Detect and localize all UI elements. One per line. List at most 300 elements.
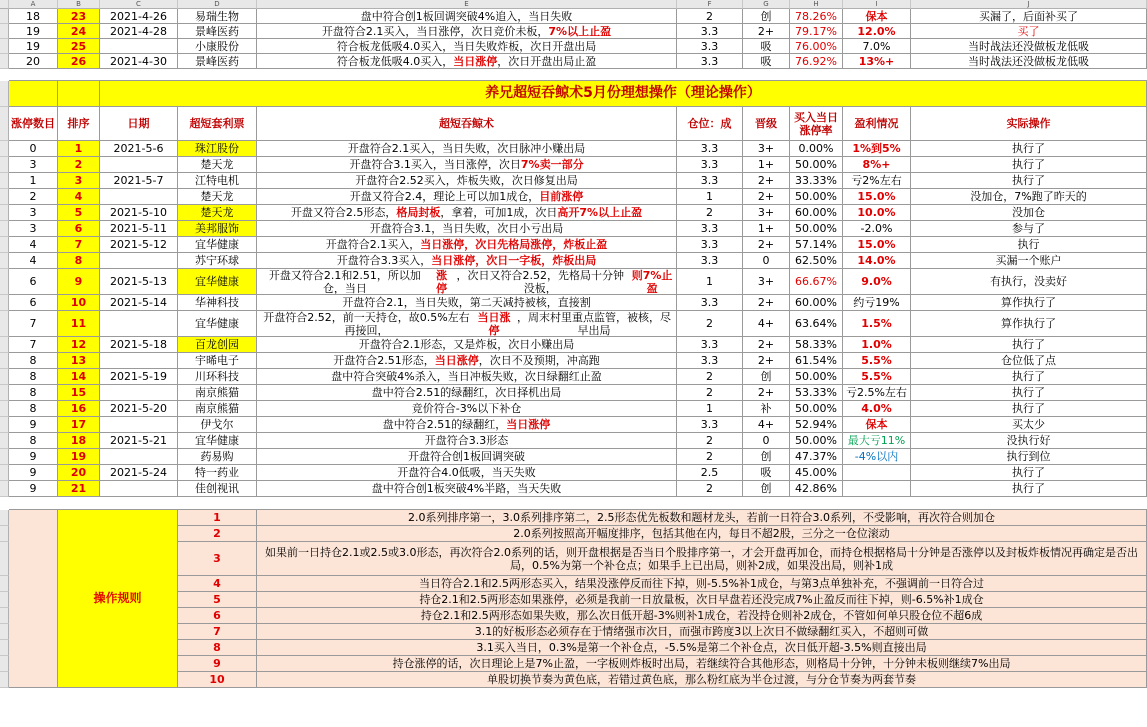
row-header[interactable] <box>0 385 9 401</box>
cell-g[interactable]: 1+ <box>743 221 790 237</box>
row-header[interactable] <box>0 465 9 481</box>
row-header[interactable] <box>0 54 9 69</box>
cell-f[interactable]: 1 <box>677 401 743 417</box>
cell-d[interactable]: 南京熊猫 <box>178 385 257 401</box>
cell-f[interactable]: 3.3 <box>677 141 743 157</box>
cell-j[interactable]: 执行了 <box>911 157 1147 173</box>
row-header[interactable] <box>0 481 9 497</box>
cell-g[interactable]: 2+ <box>743 295 790 311</box>
cell-b[interactable]: 11 <box>58 311 100 337</box>
column-header-f[interactable]: F <box>677 0 743 9</box>
cell-j[interactable]: 仓位低了点 <box>911 353 1147 369</box>
cell-i[interactable]: 保本 <box>843 417 911 433</box>
cell-c[interactable]: 2021-5-24 <box>100 465 178 481</box>
cell-d[interactable]: 苏宁环球 <box>178 253 257 269</box>
cell-f[interactable]: 2 <box>677 369 743 385</box>
row-header[interactable] <box>0 401 9 417</box>
cell-i[interactable]: 14.0% <box>843 253 911 269</box>
cell-g[interactable]: 0 <box>743 433 790 449</box>
cell-j[interactable]: 当时战法还没做板龙低吸 <box>911 39 1147 54</box>
cell-g[interactable]: 2+ <box>743 24 790 39</box>
cell-j[interactable]: 执行了 <box>911 369 1147 385</box>
cell-e[interactable] <box>257 24 677 39</box>
cell-a[interactable]: 8 <box>9 369 58 385</box>
cell-a[interactable]: 1 <box>9 173 58 189</box>
cell-a[interactable]: 18 <box>9 9 58 24</box>
cell-e[interactable] <box>257 481 677 497</box>
cell-g[interactable]: 3+ <box>743 205 790 221</box>
cell-e[interactable] <box>257 311 677 337</box>
row-header[interactable] <box>0 417 9 433</box>
cell-e[interactable] <box>257 353 677 369</box>
cell-f[interactable]: 3.3 <box>677 221 743 237</box>
cell-a[interactable]: 9 <box>9 449 58 465</box>
cell-g[interactable]: 创 <box>743 449 790 465</box>
cell-c[interactable]: 2021-5-7 <box>100 173 178 189</box>
cell-g[interactable]: 1+ <box>743 157 790 173</box>
row-header[interactable] <box>0 672 9 688</box>
cell-d[interactable]: 景峰医药 <box>178 54 257 69</box>
cell-h[interactable]: 42.86% <box>790 481 843 497</box>
cell-i[interactable]: 13%+ <box>843 54 911 69</box>
cell-c[interactable] <box>100 449 178 465</box>
row-header[interactable] <box>0 510 9 526</box>
cell-a[interactable]: 8 <box>9 353 58 369</box>
cell-j[interactable]: 买漏了，后面补买了 <box>911 9 1147 24</box>
cell-g[interactable]: 2+ <box>743 237 790 253</box>
cell-g[interactable]: 2+ <box>743 337 790 353</box>
cell-i[interactable]: 5.5% <box>843 353 911 369</box>
cell-c[interactable]: 2021-5-19 <box>100 369 178 385</box>
row-header[interactable] <box>0 9 9 24</box>
cell-f[interactable]: 3.3 <box>677 295 743 311</box>
cell-a[interactable]: 0 <box>9 141 58 157</box>
cell-d[interactable]: 宜华健康 <box>178 269 257 295</box>
cell-g[interactable]: 吸 <box>743 465 790 481</box>
cell-h[interactable]: 50.00% <box>790 157 843 173</box>
cell-a[interactable]: 2 <box>9 189 58 205</box>
cell-h[interactable]: 79.17% <box>790 24 843 39</box>
cell-h[interactable]: 50.00% <box>790 401 843 417</box>
cell-a[interactable]: 3 <box>9 221 58 237</box>
cell-f[interactable]: 3.3 <box>677 173 743 189</box>
cell-f[interactable]: 3.3 <box>677 237 743 253</box>
cell-g[interactable]: 2+ <box>743 189 790 205</box>
cell-h[interactable]: 60.00% <box>790 205 843 221</box>
cell-b[interactable]: 17 <box>58 417 100 433</box>
cell-f[interactable]: 3.3 <box>677 253 743 269</box>
cell-e[interactable] <box>257 449 677 465</box>
cell-i[interactable] <box>843 465 911 481</box>
cell-f[interactable]: 3.3 <box>677 417 743 433</box>
cell-c[interactable] <box>100 311 178 337</box>
column-header-b[interactable]: B <box>58 0 100 9</box>
cell-i[interactable]: 15.0% <box>843 237 911 253</box>
cell-i[interactable]: 4.0% <box>843 401 911 417</box>
cell-f[interactable]: 1 <box>677 269 743 295</box>
cell-e[interactable] <box>257 9 677 24</box>
cell-e[interactable] <box>257 295 677 311</box>
cell-b[interactable]: 4 <box>58 189 100 205</box>
cell-i[interactable]: 5.5% <box>843 369 911 385</box>
column-header-h[interactable]: H <box>790 0 843 9</box>
cell-j[interactable]: 没加仓，7%跑了昨天的 <box>911 189 1147 205</box>
cell-g[interactable]: 0 <box>743 253 790 269</box>
cell-g[interactable]: 创 <box>743 9 790 24</box>
blank-row[interactable] <box>9 497 1147 510</box>
cell-e[interactable] <box>257 54 677 69</box>
cell-g[interactable]: 4+ <box>743 311 790 337</box>
cell-c[interactable]: 2021-4-28 <box>100 24 178 39</box>
cell-j[interactable]: 执行了 <box>911 141 1147 157</box>
cell-a[interactable]: 19 <box>9 24 58 39</box>
cell-j[interactable]: 买了 <box>911 24 1147 39</box>
row-header[interactable] <box>0 24 9 39</box>
cell-d[interactable]: 宜华健康 <box>178 311 257 337</box>
cell-b[interactable]: 25 <box>58 39 100 54</box>
cell-d[interactable]: 美邦服饰 <box>178 221 257 237</box>
cell-i[interactable]: 亏2.5%左右 <box>843 385 911 401</box>
cell-b[interactable]: 20 <box>58 465 100 481</box>
cell-i[interactable]: -4%以内 <box>843 449 911 465</box>
row-header[interactable] <box>0 269 9 295</box>
column-header-j[interactable]: J <box>911 0 1147 9</box>
cell-d[interactable]: 景峰医药 <box>178 24 257 39</box>
cell-d[interactable]: 宜华健康 <box>178 433 257 449</box>
cell-b[interactable]: 10 <box>58 295 100 311</box>
cell-a[interactable]: 6 <box>9 269 58 295</box>
cell-f[interactable]: 1 <box>677 189 743 205</box>
cell-f[interactable]: 3.3 <box>677 54 743 69</box>
cell-b[interactable]: 16 <box>58 401 100 417</box>
cell-f[interactable]: 3.3 <box>677 353 743 369</box>
cell-e[interactable] <box>257 173 677 189</box>
cell-c[interactable]: 2021-5-12 <box>100 237 178 253</box>
cell-h[interactable]: 63.64% <box>790 311 843 337</box>
cell-c[interactable]: 2021-5-21 <box>100 433 178 449</box>
row-header[interactable] <box>0 107 9 141</box>
cell-c[interactable]: 2021-4-30 <box>100 54 178 69</box>
column-header-i[interactable]: I <box>843 0 911 9</box>
cell-e[interactable] <box>257 433 677 449</box>
cell-i[interactable]: 8%+ <box>843 157 911 173</box>
cell-i[interactable]: 7.0% <box>843 39 911 54</box>
cell-e[interactable] <box>257 465 677 481</box>
cell-h[interactable]: 58.33% <box>790 337 843 353</box>
cell-b[interactable]: 13 <box>58 353 100 369</box>
cell-c[interactable]: 2021-5-10 <box>100 205 178 221</box>
cell-a[interactable] <box>9 81 58 107</box>
cell-c[interactable] <box>100 417 178 433</box>
cell-b[interactable]: 26 <box>58 54 100 69</box>
cell-h[interactable]: 50.00% <box>790 189 843 205</box>
cell-f[interactable]: 2 <box>677 481 743 497</box>
cell-e[interactable] <box>257 269 677 295</box>
cell-e[interactable] <box>257 205 677 221</box>
cell-b[interactable]: 3 <box>58 173 100 189</box>
cell-d[interactable]: 宇晞电子 <box>178 353 257 369</box>
cell-j[interactable]: 执行了 <box>911 385 1147 401</box>
cell-b[interactable]: 2 <box>58 157 100 173</box>
cell-c[interactable] <box>100 481 178 497</box>
cell-j[interactable]: 没加仓 <box>911 205 1147 221</box>
blank-row[interactable] <box>9 69 1147 81</box>
cell-b[interactable]: 5 <box>58 205 100 221</box>
cell-i[interactable]: 保本 <box>843 9 911 24</box>
cell-h[interactable]: 52.94% <box>790 417 843 433</box>
cell-b[interactable]: 15 <box>58 385 100 401</box>
cell-e[interactable] <box>257 221 677 237</box>
cell-h[interactable]: 50.00% <box>790 221 843 237</box>
cell-e[interactable] <box>257 39 677 54</box>
row-header[interactable] <box>0 39 9 54</box>
cell-i[interactable]: 15.0% <box>843 189 911 205</box>
cell-c[interactable] <box>100 253 178 269</box>
cell-i[interactable]: 约亏19% <box>843 295 911 311</box>
cell-j[interactable]: 参与了 <box>911 221 1147 237</box>
row-header[interactable] <box>0 624 9 640</box>
cell-g[interactable]: 创 <box>743 481 790 497</box>
cell-g[interactable]: 吸 <box>743 39 790 54</box>
cell-d[interactable]: 楚天龙 <box>178 157 257 173</box>
row-header[interactable] <box>0 656 9 672</box>
cell-d[interactable]: 百龙创园 <box>178 337 257 353</box>
cell-g[interactable]: 补 <box>743 401 790 417</box>
cell-c[interactable] <box>100 157 178 173</box>
cell-h[interactable]: 33.33% <box>790 173 843 189</box>
cell-d[interactable]: 楚天龙 <box>178 205 257 221</box>
cell-i[interactable]: 10.0% <box>843 205 911 221</box>
cell-d[interactable]: 佳创视讯 <box>178 481 257 497</box>
cell-a[interactable]: 4 <box>9 237 58 253</box>
cell-e[interactable] <box>257 253 677 269</box>
cell-i[interactable]: 1%到5% <box>843 141 911 157</box>
cell-h[interactable]: 66.67% <box>790 269 843 295</box>
cell-e[interactable] <box>257 417 677 433</box>
cell-b[interactable]: 6 <box>58 221 100 237</box>
cell-c[interactable] <box>100 189 178 205</box>
row-header[interactable] <box>0 449 9 465</box>
cell-b[interactable]: 14 <box>58 369 100 385</box>
cell-d[interactable]: 易瑞生物 <box>178 9 257 24</box>
row-header[interactable] <box>0 433 9 449</box>
cell-e[interactable] <box>257 369 677 385</box>
cell-c[interactable] <box>100 353 178 369</box>
row-header[interactable] <box>0 237 9 253</box>
cell-a[interactable]: 7 <box>9 337 58 353</box>
cell-a[interactable]: 9 <box>9 465 58 481</box>
cell-f[interactable]: 2 <box>677 385 743 401</box>
cell-j[interactable]: 执行 <box>911 237 1147 253</box>
column-header-a[interactable]: A <box>9 0 58 9</box>
cell-f[interactable]: 2 <box>677 9 743 24</box>
cell-j[interactable]: 没执行好 <box>911 433 1147 449</box>
cell-h[interactable]: 53.33% <box>790 385 843 401</box>
row-header[interactable] <box>0 221 9 237</box>
cell-a[interactable]: 4 <box>9 253 58 269</box>
cell-b[interactable]: 24 <box>58 24 100 39</box>
row-header[interactable] <box>0 253 9 269</box>
row-header[interactable] <box>0 295 9 311</box>
cell-e[interactable] <box>257 189 677 205</box>
row-header[interactable] <box>0 81 9 107</box>
cell-i[interactable]: 12.0% <box>843 24 911 39</box>
cell-d[interactable]: 川环科技 <box>178 369 257 385</box>
cell-a[interactable]: 20 <box>9 54 58 69</box>
cell-a[interactable]: 3 <box>9 205 58 221</box>
cell-d[interactable]: 小康股份 <box>178 39 257 54</box>
cell-j[interactable]: 执行了 <box>911 481 1147 497</box>
cell-c[interactable] <box>100 385 178 401</box>
cell-d[interactable]: 江特电机 <box>178 173 257 189</box>
cell-h[interactable]: 78.26% <box>790 9 843 24</box>
column-header-d[interactable]: D <box>178 0 257 9</box>
cell-g[interactable]: 3+ <box>743 269 790 295</box>
row-header[interactable] <box>0 157 9 173</box>
cell-d[interactable]: 药易购 <box>178 449 257 465</box>
cell-d[interactable]: 珠江股份 <box>178 141 257 157</box>
cell-c[interactable]: 2021-5-14 <box>100 295 178 311</box>
cell-b[interactable]: 23 <box>58 9 100 24</box>
cell-b[interactable]: 19 <box>58 449 100 465</box>
cell-h[interactable]: 76.00% <box>790 39 843 54</box>
cell-f[interactable]: 2 <box>677 449 743 465</box>
row-header[interactable] <box>0 189 9 205</box>
cell-j[interactable]: 算作执行了 <box>911 295 1147 311</box>
cell-b[interactable]: 21 <box>58 481 100 497</box>
cell-c[interactable]: 2021-5-18 <box>100 337 178 353</box>
row-header[interactable] <box>0 141 9 157</box>
column-header-g[interactable]: G <box>743 0 790 9</box>
cell-j[interactable]: 买太少 <box>911 417 1147 433</box>
row-header[interactable] <box>0 353 9 369</box>
cell-i[interactable]: -2.0% <box>843 221 911 237</box>
cell-d[interactable]: 华神科技 <box>178 295 257 311</box>
cell-e[interactable] <box>257 385 677 401</box>
cell-i[interactable]: 1.5% <box>843 311 911 337</box>
cell-h[interactable]: 50.00% <box>790 433 843 449</box>
cell-a[interactable]: 9 <box>9 417 58 433</box>
row-header[interactable] <box>0 369 9 385</box>
cell-j[interactable]: 执行到位 <box>911 449 1147 465</box>
cell-f[interactable]: 3.3 <box>677 39 743 54</box>
cell-c[interactable]: 2021-5-11 <box>100 221 178 237</box>
cell-h[interactable]: 60.00% <box>790 295 843 311</box>
cell-a[interactable]: 8 <box>9 385 58 401</box>
cell-j[interactable]: 执行了 <box>911 337 1147 353</box>
cell-g[interactable]: 创 <box>743 369 790 385</box>
cell-h[interactable]: 61.54% <box>790 353 843 369</box>
row-header[interactable] <box>0 173 9 189</box>
cell-f[interactable]: 2.5 <box>677 465 743 481</box>
row-header[interactable] <box>0 640 9 656</box>
cell-g[interactable]: 4+ <box>743 417 790 433</box>
cell-e[interactable] <box>257 237 677 253</box>
cell-a[interactable]: 19 <box>9 39 58 54</box>
row-header[interactable] <box>0 526 9 542</box>
cell-b[interactable]: 12 <box>58 337 100 353</box>
cell-f[interactable]: 2 <box>677 205 743 221</box>
row-header[interactable] <box>0 576 9 592</box>
row-header[interactable] <box>0 608 9 624</box>
cell-b[interactable] <box>58 81 100 107</box>
cell-f[interactable]: 2 <box>677 433 743 449</box>
cell-j[interactable]: 有执行，没卖好 <box>911 269 1147 295</box>
cell-d[interactable]: 楚天龙 <box>178 189 257 205</box>
cell-e[interactable] <box>257 141 677 157</box>
row-header[interactable] <box>0 205 9 221</box>
cell-h[interactable]: 62.50% <box>790 253 843 269</box>
cell-g[interactable]: 2+ <box>743 385 790 401</box>
cell-i[interactable]: 9.0% <box>843 269 911 295</box>
row-header[interactable] <box>0 337 9 353</box>
cell-g[interactable]: 2+ <box>743 173 790 189</box>
cell-b[interactable]: 9 <box>58 269 100 295</box>
cell-b[interactable]: 8 <box>58 253 100 269</box>
cell-i[interactable]: 1.0% <box>843 337 911 353</box>
cell-j[interactable]: 当时战法还没做板龙低吸 <box>911 54 1147 69</box>
cell-e[interactable] <box>257 337 677 353</box>
cell-c[interactable]: 2021-5-20 <box>100 401 178 417</box>
cell-j[interactable]: 执行了 <box>911 173 1147 189</box>
cell-j[interactable]: 执行了 <box>911 401 1147 417</box>
cell-c[interactable]: 2021-5-13 <box>100 269 178 295</box>
cell-c[interactable]: 2021-4-26 <box>100 9 178 24</box>
cell-i[interactable] <box>843 481 911 497</box>
cell-g[interactable]: 3+ <box>743 141 790 157</box>
sheet-corner[interactable] <box>0 0 9 9</box>
cell-e[interactable] <box>257 157 677 173</box>
cell-f[interactable]: 3.3 <box>677 337 743 353</box>
cell-h[interactable]: 0.00% <box>790 141 843 157</box>
row-header[interactable] <box>0 592 9 608</box>
row-header[interactable] <box>0 311 9 337</box>
cell-h[interactable]: 50.00% <box>790 369 843 385</box>
cell-c[interactable]: 2021-5-6 <box>100 141 178 157</box>
cell-f[interactable]: 3.3 <box>677 157 743 173</box>
column-header-e[interactable]: E <box>257 0 677 9</box>
cell-d[interactable]: 宜华健康 <box>178 237 257 253</box>
cell-h[interactable]: 47.37% <box>790 449 843 465</box>
cell-d[interactable]: 特一药业 <box>178 465 257 481</box>
cell-i[interactable]: 亏2%左右 <box>843 173 911 189</box>
cell-j[interactable]: 执行了 <box>911 465 1147 481</box>
cell-g[interactable]: 吸 <box>743 54 790 69</box>
rules-col-a[interactable] <box>9 510 58 688</box>
cell-a[interactable]: 8 <box>9 401 58 417</box>
cell-j[interactable]: 买漏一个账户 <box>911 253 1147 269</box>
cell-a[interactable]: 8 <box>9 433 58 449</box>
cell-c[interactable] <box>100 39 178 54</box>
cell-h[interactable]: 57.14% <box>790 237 843 253</box>
cell-f[interactable]: 2 <box>677 311 743 337</box>
column-header-c[interactable]: C <box>100 0 178 9</box>
cell-g[interactable]: 2+ <box>743 353 790 369</box>
cell-f[interactable]: 3.3 <box>677 24 743 39</box>
cell-d[interactable]: 南京熊猫 <box>178 401 257 417</box>
cell-e[interactable] <box>257 401 677 417</box>
cell-b[interactable]: 18 <box>58 433 100 449</box>
cell-i[interactable]: 最大亏11% <box>843 433 911 449</box>
cell-a[interactable]: 9 <box>9 481 58 497</box>
cell-a[interactable]: 7 <box>9 311 58 337</box>
cell-j[interactable]: 算作执行了 <box>911 311 1147 337</box>
cell-h[interactable]: 45.00% <box>790 465 843 481</box>
cell-b[interactable]: 7 <box>58 237 100 253</box>
row-header[interactable] <box>0 542 9 576</box>
cell-h[interactable]: 76.92% <box>790 54 843 69</box>
cell-b[interactable]: 1 <box>58 141 100 157</box>
